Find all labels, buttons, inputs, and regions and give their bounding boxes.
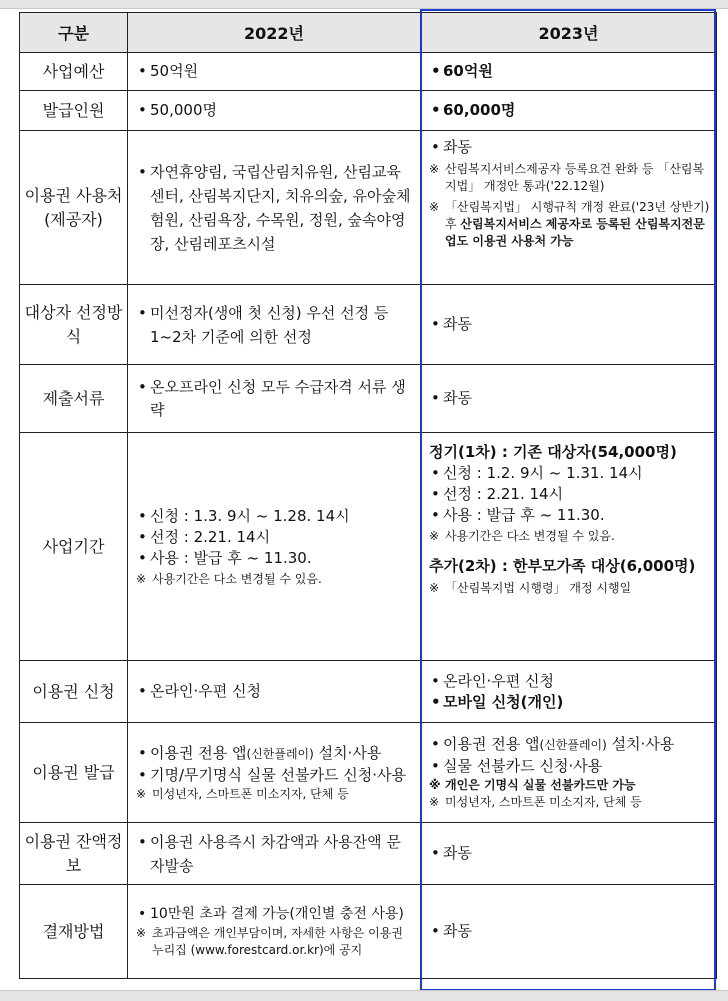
period-use: • 사용 : 발급 후 ~ 11.30.	[136, 548, 414, 569]
row-place	[20, 131, 717, 285]
header-category: 구분	[20, 13, 128, 53]
row-apply	[20, 661, 717, 723]
header-row	[20, 13, 717, 53]
note: ※ 미성년자, 스마트폰 미소지자, 단체 등	[136, 786, 414, 803]
period-regular-heading: 정기(1차) : 기존 대상자(54,000명)	[429, 443, 677, 461]
header-2022: 2022년	[128, 13, 421, 53]
cell-2022: • 온오프라인 신청 모두 수급자격 서류 생략	[136, 376, 414, 422]
note: ※ 개인은 기명식 실물 선불카드만 가능	[429, 777, 710, 794]
row-label: 결재방법	[20, 885, 128, 979]
cell-2023: • 60,000명	[429, 100, 710, 121]
note: ※ 「산림복지법」 시행규칙 개정 완료('23년 상반기) 후 산림복지서비스 제공자로 등록된 산림복지전문업도 이용권 사용처 가능	[429, 199, 710, 250]
row-label: 이용권 신청	[20, 661, 128, 723]
cell-2022: • 자연휴양림, 국립산림치유원, 산림교육센터, 산림복지단지, 치유의숲, 유아숲체험원, 산림욕장, 수목원, 정원, 숲속야영장, 산림레포츠시설	[136, 160, 414, 256]
period-use: • 사용 : 발급 후 ~ 11.30.	[429, 505, 710, 526]
cell-2023: • 좌동	[429, 388, 710, 409]
header-2023: 2023년	[421, 13, 717, 53]
row-label: 대상자 선정방식	[20, 285, 128, 365]
row-label: 발급인원	[20, 91, 128, 131]
row-budget	[20, 53, 717, 91]
period-select: • 선정 : 2.21. 14시	[136, 527, 414, 548]
row-payment	[20, 885, 717, 979]
period-apply: • 신청 : 1.2. 9시 ~ 1.31. 14시	[429, 463, 710, 484]
top-frame-bar	[0, 0, 728, 9]
cell-2023: • 좌동	[429, 137, 710, 158]
row-selection	[20, 285, 717, 365]
comparison-table	[19, 12, 717, 979]
row-docs	[20, 365, 717, 433]
note: ※ 「산림복지법 시행령」 개정 시행일	[429, 580, 710, 597]
cell-2023: • 이용권 전용 앱(신한플레이) 설치·사용	[429, 734, 710, 756]
row-label: 이용권 사용처 (제공자)	[20, 131, 128, 285]
note: ※ 산림복지서비스제공자 등록요건 완화 등 「산림복지법」 개정안 통과('22.12월)	[429, 161, 710, 195]
row-period	[20, 433, 717, 661]
cell-2022: • 온라인·우편 신청	[136, 681, 414, 702]
row-label: 사업기간	[20, 433, 128, 661]
cell-2022: • 기명/무기명식 실물 선불카드 신청·사용	[136, 765, 414, 786]
cell-2023: • 모바일 신청(개인)	[429, 692, 710, 713]
cell-2023: • 60억원	[429, 61, 710, 82]
bottom-frame-bar	[0, 990, 728, 1001]
row-balance	[20, 823, 717, 885]
cell-2023: • 온라인·우편 신청	[429, 671, 710, 692]
cell-2022: • 미선정자(생애 첫 신청) 우선 선정 등 1~2차 기준에 의한 선정	[136, 301, 414, 349]
row-label: 이용권 잔액정보	[20, 823, 128, 885]
cell-2022: • 50억원	[136, 61, 414, 82]
note: ※ 사용기간은 다소 변경될 수 있음.	[429, 528, 710, 545]
note: ※ 미성년자, 스마트폰 미소지자, 단체 등	[429, 794, 710, 811]
row-label: 사업예산	[20, 53, 128, 91]
row-label: 이용권 발급	[20, 723, 128, 823]
cell-2022: • 50,000명	[136, 100, 414, 121]
note: ※ 초과금액은 개인부담이며, 자세한 사항은 이용권 누리집 (www.forestcard.or.kr)에 공지	[136, 925, 414, 959]
cell-2022: • 이용권 전용 앱(신한플레이) 설치·사용	[136, 743, 414, 765]
period-apply: • 신청 : 1.3. 9시 ~ 1.28. 14시	[136, 506, 414, 527]
cell-2022: • 이용권 사용즉시 차감액과 사용잔액 문자발송	[136, 830, 414, 878]
row-label: 제출서류	[20, 365, 128, 433]
period-select: • 선정 : 2.21. 14시	[429, 484, 710, 505]
note: ※ 사용기간은 다소 변경될 수 있음.	[136, 571, 414, 588]
cell-2022: • 10만원 초과 결제 가능(개인별 충전 사용)	[136, 904, 414, 925]
row-issued	[20, 91, 717, 131]
cell-2023: • 좌동	[429, 843, 710, 864]
cell-2023: • 좌동	[429, 921, 710, 942]
cell-2023: • 실물 선불카드 신청·사용	[429, 756, 710, 777]
row-issue	[20, 723, 717, 823]
cell-2023: • 좌동	[429, 314, 710, 335]
period-additional-heading: 추가(2차) : 한부모가족 대상(6,000명)	[429, 557, 696, 575]
